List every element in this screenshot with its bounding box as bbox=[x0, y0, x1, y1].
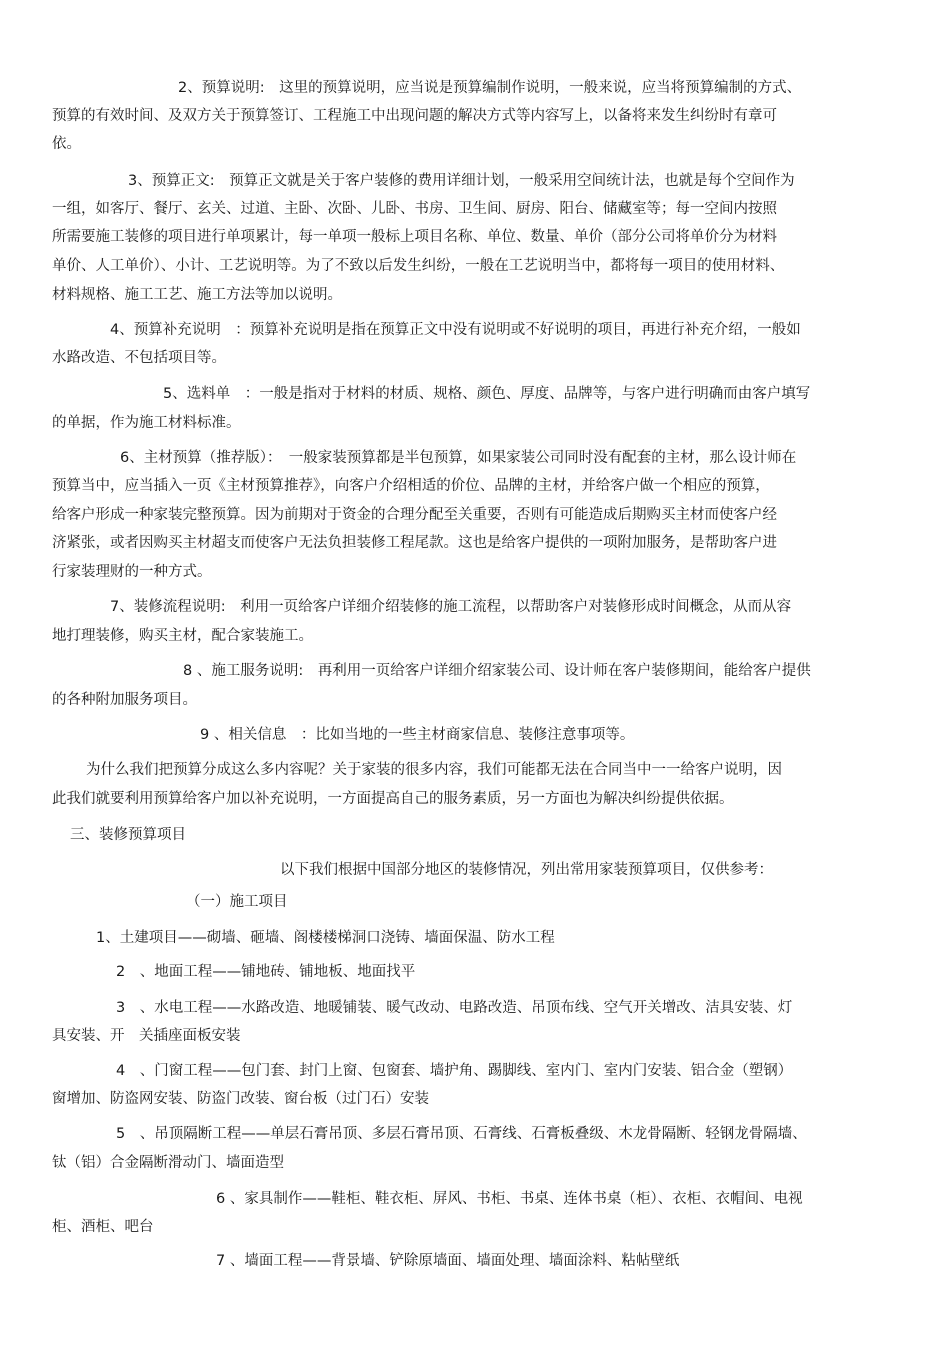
text-line: 9 、相关信息 ：比如当地的一些主材商家信息、装修注意事项等。 bbox=[200, 727, 635, 743]
list-item: 6 、家具制作——鞋柜、鞋衣柜、屏风、书柜、书桌、连体书桌（柜）、衣柜、衣帽间、电视 bbox=[216, 1191, 803, 1207]
text-line: 6、主材预算（推荐版）： 一般家装预算都是半包预算，如果家装公司同时没有配套的主材，那么设计师在 bbox=[120, 450, 797, 466]
text-line: 7、装修流程说明: 利用一页给客户详细介绍装修的施工流程，以帮助客户对装修形成时间概念，从而从容 bbox=[110, 599, 792, 615]
text-line: 的各种附加服务项目。 bbox=[52, 692, 197, 708]
list-item: 3 、水电工程——水路改造、地暖铺装、暖气改动、电路改造、吊顶布线、空气开关增改、洁具安装、灯 bbox=[116, 1000, 793, 1016]
list-item: 5 、吊顶隔断工程——单层石膏吊顶、多层石膏吊顶、石膏线、石膏板叠级、木龙骨隔断、轻钢龙骨隔墙、 bbox=[116, 1126, 807, 1142]
text-line: 所需要施工装修的项目进行单项累计，每一单项一般标上项目名称、单位、数量、单价（部分公司将单价分为材料 bbox=[52, 229, 777, 245]
text-line: 行家装理财的一种方式。 bbox=[52, 564, 212, 580]
text-line: 济紧张，或者因购买主材超支而使客户无法负担装修工程尾款。这也是给客户提供的一项附加服务，是帮助客户进 bbox=[52, 535, 777, 551]
text-line: 3、预算正文: 预算正文就是关于客户装修的费用详细计划，一般采用空间统计法，也就是每个空间作为 bbox=[128, 173, 795, 189]
text-line: 2、预算说明: 这里的预算说明，应当说是预算编制作说明，一般来说，应当将预算编制的方式、 bbox=[178, 80, 802, 96]
text-line: 依。 bbox=[52, 136, 81, 152]
text-line: 给客户形成一种家装完整预算。因为前期对于资金的合理分配至关重要，否则有可能造成后期购买主材而使客户经 bbox=[52, 507, 777, 523]
text-line: 5、选料单 ：一般是指对于材料的材质、规格、颜色、厚度、品牌等，与客户进行明确而由客户填写 bbox=[163, 386, 811, 402]
text-line: 的单据，作为施工材料标准。 bbox=[52, 415, 241, 431]
text-line: 水路改造、不包括项目等。 bbox=[52, 350, 226, 366]
list-item: 2 、地面工程——铺地砖、铺地板、地面找平 bbox=[116, 964, 416, 980]
text-line: 以下我们根据中国部分地区的装修情况，列出常用家装预算项目，仅供参考： bbox=[280, 862, 773, 878]
list-item: 窗增加、防盗网安装、防盗门改装、窗台板（过门石）安装 bbox=[52, 1091, 429, 1107]
list-item: 钛（铝）合金隔断滑动门、墙面造型 bbox=[52, 1155, 284, 1171]
list-item: 4 、门窗工程——包门套、封门上窗、包窗套、墙护角、踢脚线、室内门、室内门安装、铝合金（塑钢） bbox=[116, 1063, 793, 1079]
text-line: 地打理装修，购买主材，配合家装施工。 bbox=[52, 628, 313, 644]
text-line: 材料规格、施工工艺、施工方法等加以说明。 bbox=[52, 287, 342, 303]
text-line: 此我们就要利用预算给客户加以补充说明，一方面提高自己的服务素质，另一方面也为解决纠纷提供依据。 bbox=[52, 791, 734, 807]
text-line: 预算当中，应当插入一页《主材预算推荐》，向客户介绍相适的价位、品牌的主材，并给客户做一个相应的预算， bbox=[52, 478, 770, 494]
section-heading: 三、装修预算项目 bbox=[70, 827, 186, 843]
text-line: 预算的有效时间、及双方关于预算签订、工程施工中出现问题的解决方式等内容写上，以备将来发生纠纷时有章可 bbox=[52, 108, 777, 124]
text-line: 8 、施工服务说明: 再利用一页给客户详细介绍家装公司、设计师在客户装修期间，能给客户提供 bbox=[183, 663, 811, 679]
list-item: 柜、酒柜、吧台 bbox=[52, 1219, 154, 1235]
text-line: 单价、人工单价）、小计、工艺说明等。为了不致以后发生纠纷，一般在工艺说明当中，都将每一项目的使用材料、 bbox=[52, 258, 785, 274]
text-line: 4、预算补充说明 ：预算补充说明是指在预算正文中没有说明或不好说明的项目，再进行补充介绍，一般如 bbox=[110, 322, 801, 338]
list-item: 1、土建项目——砌墙、砸墙、阁楼楼梯洞口浇铸、墙面保温、防水工程 bbox=[96, 930, 555, 946]
list-item: 具安装、开 关插座面板安装 bbox=[52, 1028, 241, 1044]
list-item: 7 、墙面工程——背景墙、铲除原墙面、墙面处理、墙面涂料、粘帖壁纸 bbox=[216, 1253, 680, 1269]
subsection-heading: （一）施工项目 bbox=[186, 894, 288, 910]
text-line: 一组，如客厅、餐厅、玄关、过道、主卧、次卧、儿卧、书房、卫生间、厨房、阳台、储藏室等；每一空间内按照 bbox=[52, 201, 777, 217]
text-line: 为什么我们把预算分成这么多内容呢？关于家装的很多内容，我们可能都无法在合同当中一一给客户说明，因 bbox=[86, 762, 782, 778]
